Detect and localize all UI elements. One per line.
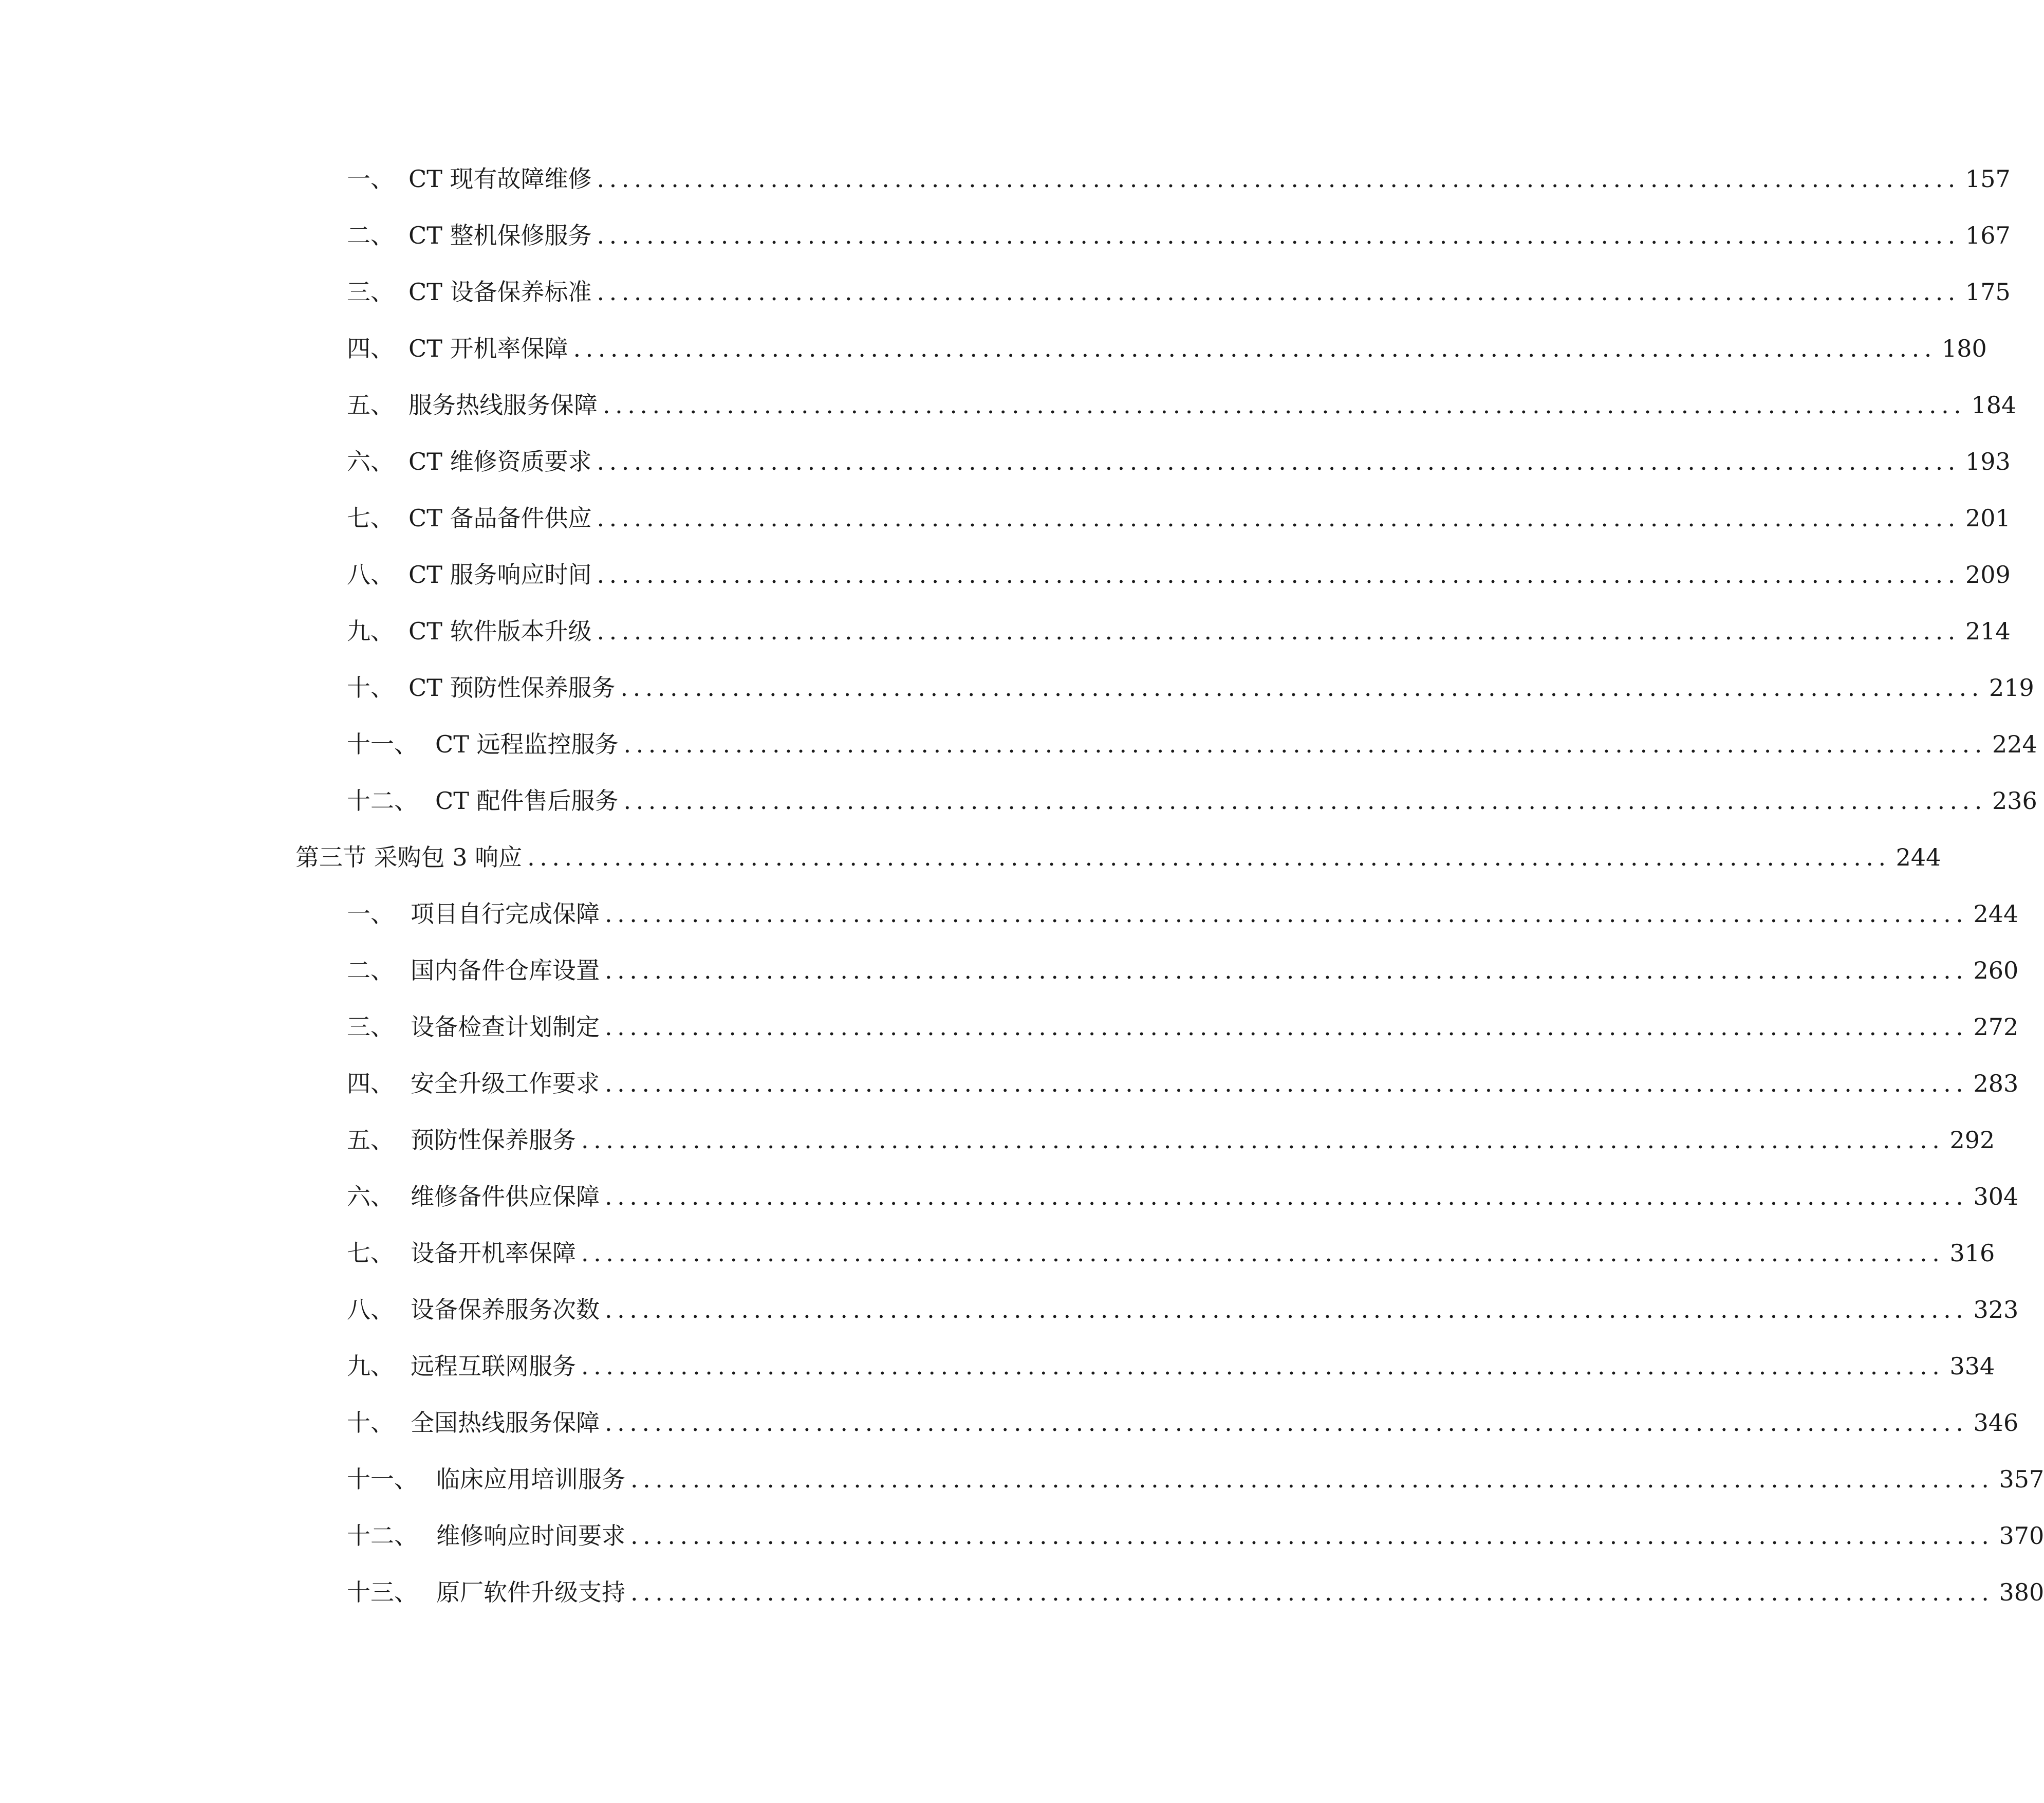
toc-entry[interactable]: [347, 1574, 2044, 1610]
toc-entry-title: CT 软件版本升级: [408, 617, 592, 645]
toc-entry-title: 维修响应时间要求: [436, 1522, 625, 1550]
dot-leader: ..............................................................................................................: [623, 787, 1987, 815]
toc-entry-title: 安全升级工作要求: [411, 1070, 600, 1097]
toc-entry-page-number: 316: [1949, 1239, 1995, 1267]
toc-entry-page-number: 380: [1999, 1578, 2044, 1606]
toc-entry-page-number: 370: [1999, 1522, 2044, 1550]
toc-entry[interactable]: [347, 726, 2037, 762]
toc-entry-title: CT 开机率保障: [408, 335, 568, 362]
dot-leader: ..............................................................................................................: [597, 222, 1960, 249]
toc-entry-page-number: 175: [1965, 278, 2011, 306]
toc-entry-page-number: 260: [1973, 956, 2019, 984]
dot-leader: ..............................................................................................................: [597, 165, 1960, 193]
toc-entry-page-number: 224: [1992, 730, 2037, 758]
toc-entry-number: 六、: [347, 448, 394, 475]
dot-leader: ..............................................................................................................: [597, 561, 1960, 588]
toc-entry-title: CT 预防性保养服务: [408, 674, 616, 702]
toc-entry-page-number: 323: [1973, 1296, 2019, 1323]
toc-entry-page-number: 184: [1971, 391, 2017, 419]
toc-entry-number: 六、: [347, 1183, 394, 1210]
toc-entry-number: 十、: [347, 1409, 394, 1437]
toc-entry-page-number: 304: [1973, 1183, 2019, 1210]
toc-entry-number: 十二、: [347, 1522, 418, 1550]
toc-section-entry[interactable]: [295, 839, 1941, 875]
toc-entry-title: 设备开机率保障: [411, 1239, 576, 1267]
toc-entry-page-number: 244: [1896, 843, 1941, 871]
dot-leader: ..............................................................................................................: [581, 1239, 1945, 1267]
toc-entry[interactable]: [347, 896, 2019, 932]
dot-leader: ..............................................................................................................: [581, 1126, 1945, 1154]
toc-entry[interactable]: [347, 1518, 2044, 1554]
toc-entry[interactable]: [347, 500, 2011, 536]
toc-entry-number: 七、: [347, 504, 394, 532]
dot-leader: ..............................................................................................................: [603, 391, 1966, 419]
toc-entry-page-number: 357: [1999, 1465, 2044, 1493]
toc-entry[interactable]: [347, 387, 2017, 423]
toc-entry-title: 全国热线服务保障: [411, 1409, 600, 1437]
dot-leader: ..............................................................................................................: [630, 1522, 1994, 1550]
toc-entry-title: 设备检查计划制定: [411, 1013, 600, 1041]
toc-entry-number: 二、: [347, 222, 394, 249]
toc-entry-title: CT 现有故障维修: [408, 165, 592, 193]
toc-entry-page-number: 180: [1941, 335, 1987, 362]
dot-leader: ..............................................................................................................: [573, 335, 1937, 362]
dot-leader: ..............................................................................................................: [605, 1183, 1968, 1210]
toc-entry[interactable]: [347, 557, 2011, 593]
toc-entry-number: 三、: [347, 1013, 394, 1041]
toc-entry[interactable]: [347, 444, 2011, 480]
toc-entry-number: 十二、: [347, 787, 418, 815]
toc-entry-title: 国内备件仓库设置: [411, 956, 600, 984]
toc-entry-number: 十三、: [347, 1578, 418, 1606]
dot-leader: ..............................................................................................................: [605, 1409, 1968, 1437]
toc-entry[interactable]: [347, 952, 2019, 988]
toc-entry[interactable]: [347, 1179, 2019, 1215]
toc-entry[interactable]: [347, 783, 2037, 819]
toc-entry-page-number: 209: [1965, 561, 2011, 588]
dot-leader: ..............................................................................................................: [597, 617, 1960, 645]
toc-entry-title: CT 服务响应时间: [408, 561, 592, 588]
toc-entry-page-number: 193: [1965, 448, 2011, 475]
toc-entry-number: 五、: [347, 1126, 394, 1154]
toc-entry[interactable]: [347, 1292, 2019, 1328]
toc-entry-number: 四、: [347, 1070, 394, 1097]
dot-leader: ..............................................................................................................: [597, 278, 1960, 306]
toc-entry-page-number: 167: [1965, 222, 2011, 249]
dot-leader: ..............................................................................................................: [605, 1296, 1968, 1323]
dot-leader: ..............................................................................................................: [605, 956, 1968, 984]
toc-entry-number: 九、: [347, 1352, 394, 1380]
dot-leader: ..............................................................................................................: [630, 1578, 1994, 1606]
toc-entry-title: 远程互联网服务: [411, 1352, 576, 1380]
toc-entry-number: 八、: [347, 561, 394, 588]
toc-entry-number: 二、: [347, 956, 394, 984]
toc-entry-number: 八、: [347, 1296, 394, 1323]
toc-entry-page-number: 214: [1965, 617, 2011, 645]
toc-entry-page-number: 219: [1989, 674, 2034, 702]
dot-leader: ..............................................................................................................: [605, 1013, 1968, 1041]
toc-entry-number: 十一、: [347, 730, 418, 758]
toc-entry-page-number: 157: [1965, 165, 2011, 193]
toc-entry[interactable]: [347, 330, 1987, 366]
dot-leader: ..............................................................................................................: [605, 1070, 1968, 1097]
toc-entry-page-number: 283: [1973, 1070, 2019, 1097]
dot-leader: ..............................................................................................................: [597, 504, 1960, 532]
toc-entry-title: CT 备品备件供应: [408, 504, 592, 532]
toc-entry-number: 九、: [347, 617, 394, 645]
dot-leader: ..............................................................................................................: [605, 900, 1968, 928]
toc-entry-number: 四、: [347, 335, 394, 362]
toc-entry-title: CT 整机保修服务: [408, 222, 592, 249]
toc-entry-title: 维修备件供应保障: [411, 1183, 600, 1210]
toc-entry[interactable]: [347, 613, 2011, 649]
toc-entry[interactable]: [347, 1065, 2019, 1101]
dot-leader: ..............................................................................................................: [527, 843, 1891, 871]
toc-entry-title: 临床应用培训服务: [436, 1465, 625, 1493]
toc-entry-page-number: 334: [1949, 1352, 1995, 1380]
dot-leader: ..............................................................................................................: [630, 1465, 1994, 1493]
toc-entry-page-number: 236: [1992, 787, 2037, 815]
toc-entry-title: 项目自行完成保障: [411, 900, 600, 928]
toc-entry-number: 五、: [347, 391, 394, 419]
dot-leader: ..............................................................................................................: [623, 730, 1987, 758]
dot-leader: ..............................................................................................................: [620, 674, 1984, 702]
toc-entry[interactable]: [347, 1405, 2019, 1441]
toc-entry-title: 设备保养服务次数: [411, 1296, 600, 1323]
toc-entry-number: 十一、: [347, 1465, 418, 1493]
toc-entry-number: 一、: [347, 900, 394, 928]
toc-entry[interactable]: [347, 161, 2011, 197]
toc-entry[interactable]: [347, 217, 2011, 253]
toc-entry-page-number: 292: [1949, 1126, 1995, 1154]
toc-entry-page-number: 244: [1973, 900, 2019, 928]
toc-entry[interactable]: [347, 1461, 2044, 1497]
toc-entry-number: 一、: [347, 165, 394, 193]
toc-entry-page-number: 272: [1973, 1013, 2019, 1041]
toc-entry[interactable]: [347, 670, 2034, 706]
toc-entry[interactable]: [347, 1122, 1995, 1158]
toc-entry-title: 原厂软件升级支持: [436, 1578, 625, 1606]
toc-entry-number: 十、: [347, 674, 394, 702]
toc-entry-page-number: 201: [1965, 504, 2011, 532]
toc-entry[interactable]: [347, 1009, 2019, 1045]
toc-entry-title: 预防性保养服务: [411, 1126, 576, 1154]
toc-entry-title: 服务热线服务保障: [408, 391, 598, 419]
toc-entry-title: CT 设备保养标准: [408, 278, 592, 306]
toc-entry-page-number: 346: [1973, 1409, 2019, 1437]
toc-section-title: 第三节 采购包 3 响应: [295, 843, 523, 871]
toc-entry-title: CT 远程监控服务: [435, 730, 619, 758]
toc-entry[interactable]: [347, 274, 2011, 310]
toc-entry-title: CT 维修资质要求: [408, 448, 592, 475]
toc-entry-number: 三、: [347, 278, 394, 306]
toc-entry[interactable]: [347, 1348, 1995, 1384]
dot-leader: ..............................................................................................................: [581, 1352, 1945, 1380]
toc-entry-number: 七、: [347, 1239, 394, 1267]
toc-entry[interactable]: [347, 1235, 1995, 1271]
toc-entry-title: CT 配件售后服务: [435, 787, 619, 815]
dot-leader: ..............................................................................................................: [597, 448, 1960, 475]
